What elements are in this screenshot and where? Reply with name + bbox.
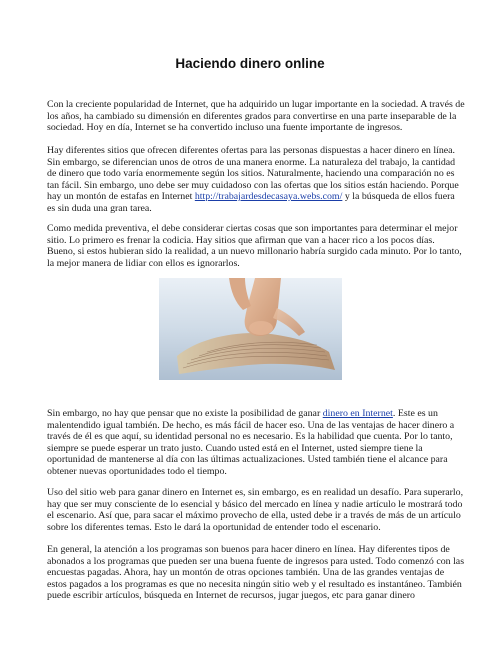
paragraph-offers-text-end: y la búsqueda de ellos fuera es sin duda una gran tarea. [47,191,455,214]
dinero-en-internet-link[interactable]: dinero en Internet [322,408,393,419]
paragraph-offers-text: Hay diferentes sitios que ofrecen diferentes ofertas para las personas dispuestas a hacer dinero en línea. Sin embargo, se diferencian unos de otros de una manera enorme. La naturaleza del trabajo, la cantidad de dinero que todo varía enormemente según los sitios. Naturalmente, haciendo una comparación no es tan fácil. Sin embargo, uno debe ser muy cuidadoso con las ofertas que los sitios están haciendo. Porque hay un montón de estafas en Internet [47,145,459,202]
money-stack-photo [159,278,342,380]
paragraph-precautions: Como medida preventiva, el debe considerar ciertas cosas que son importantes para determinar el mejor sitio. Lo primero es frenar la codicia. Hay sitios que afirman que van a hacer rico a los pocos días. Bueno, si estos hubieran sido la realidad, a un nuevo millonario habría surgido cada minuto. Por lo tanto, la mejor manera de lidiar con ellos es ignorarlos. [47,223,462,269]
paragraph-possibility-text-end: . Este es un malentendido igual también. De hecho, es más fácil de hacer eso. Una de las ventajas de hacer dinero a través de él es que aquí, su identidad personal no es necesario. Es la habilidad que cuenta. Por lo tanto, siempre se puede esperar un trato justo. Cuando usted está en el Internet, usted siempre tiene la oportunidad de mantenerse al día con las últimas actualizaciones. Usted también tiene el alcance para obtener nuevas oportunidades todo el tiempo. [47,408,455,477]
paragraph-possibility-text: Sin embargo, no hay que pensar que no existe la posibilidad de ganar [47,408,323,419]
document-title: Haciendo dinero online [175,56,325,71]
paragraph-programs: En general, la atención a los programas son buenos para hacer dinero en línea. Hay diferentes tipos de abonados a los programas que pueden ser una buena fuente de ingresos para usted. Todo comenzó con las encuestas pagadas. Ahora, hay un montón de otras opciones también. Una de las grandes ventajas de estos pagados a los programas es que no necesita ningún sitio web y el resultado es instantáneo. También puede escribir artículos, búsqueda en Internet de recursos, jugar juegos, etc para ganar dinero [47,544,465,601]
paragraph-challenge: Uso del sitio web para ganar dinero en Internet es, sin embargo, es en realidad un desafío. Para superarlo, hay que ser muy consciente de lo esencial y básico del mercado en línea y nadie artículo le mostrará todo el escenario. Así que, para sacar el máximo provecho de ella, usted debe ir a través de más de un artículo sobre los diferentes temas. Esto le dará la oportunidad de entender todo el escenario. [47,487,464,533]
trabajardesdecasaya-link[interactable]: http://trabajardesdecasaya.webs.com/ [194,191,343,202]
paragraph-offers [47,145,465,214]
paragraph-intro: Con la creciente popularidad de Internet, que ha adquirido un lugar importante en la sociedad. A través de los años, ha cambiado su dimensión en diferentes grados para convertirse en una parte inseparable de la sociedad. Hoy en día, Internet se ha convertido incluso una fuente importante de ingresos. [47,99,465,133]
paragraph-possibility [47,408,465,477]
